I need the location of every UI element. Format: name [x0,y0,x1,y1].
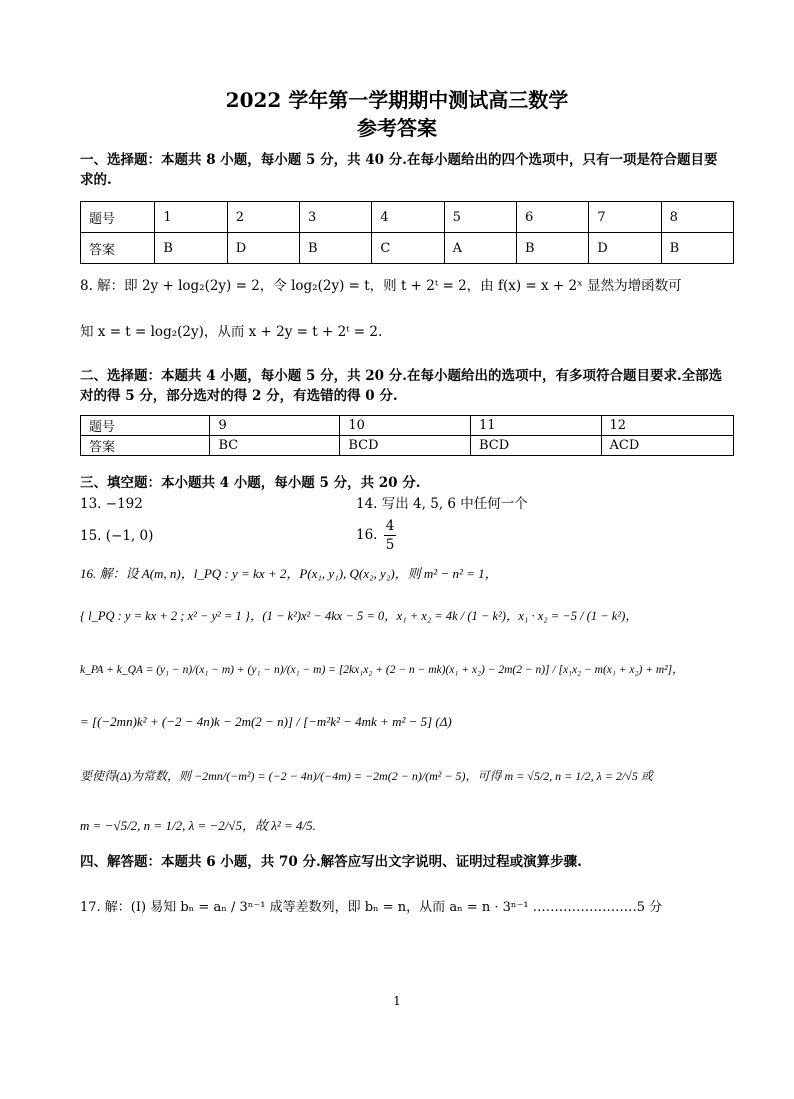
page-subtitle: 参考答案 [357,116,437,140]
table-cell: 5 [444,202,516,233]
q16-answer-label: 16. [356,527,378,543]
page-number: 1 [393,994,401,1008]
table-cell: 12 [601,416,733,436]
table-cell: 10 [340,416,471,436]
table-cell: D [589,233,661,264]
table-cell: B [661,233,733,264]
table-cell: BC [210,436,340,456]
table-cell: B [517,233,589,264]
q8-solution-line2: 知 x = t = log₂(2y)，从而 x + 2y = t + 2ᵗ = 2. [80,324,383,340]
table-cell: 6 [517,202,589,233]
table-cell: 4 [372,202,444,233]
q16-solution-line6: m = −√5/2, n = 1/2, λ = −2/√5，故 λ² = 4/5. [80,818,316,833]
q16-answer [356,516,398,554]
q16-answer-fraction [384,517,397,554]
table-cell: 8 [661,202,733,233]
answer-table-2 [80,415,734,456]
table-cell: 3 [300,202,372,233]
table-header-row [81,202,734,233]
q16-solution-line4: = [(−2mn)k² + (−2 − 4n)k − 2m(2 − n)] / [−m²k² − 4mk + m² − 5] (Δ) [80,714,452,729]
table-cell: 答案 [81,233,155,264]
answer-table-1 [80,201,734,264]
fraction-denominator: 5 [385,537,395,553]
q16-solution-line2: { l_PQ : y = kx + 2 ; x² − y² = 1 }，(1 − k²)x² − 4kx − 5 = 0，x₁ + x₂ = 4k / (1 − k²)，x₁ · x₂ = −5 / (1 − k²)， [80,609,638,623]
table-cell: BCD [340,436,471,456]
section2-heading: 二、选择题：本题共 4 小题，每小题 5 分，共 20 分.在每小题给出的选项中，有多项符合题目要求.全部选对的得 5 分，部分选对的得 2 分，有选错的得 0 分. [80,368,723,404]
q17-solution: 17. 解：(Ⅰ) 易知 bₙ = aₙ / 3ⁿ⁻¹ 成等差数列，即 bₙ = n，从而 aₙ = n · 3ⁿ⁻¹ ……………………5 分 [80,900,663,915]
table-cell: 7 [589,202,661,233]
q13-answer: 13. −192 [80,496,143,512]
table-cell: 答案 [81,436,210,456]
page-title: 2022 学年第一学期期中测试高三数学 [225,88,569,112]
section4-heading: 四、解答题：本题共 6 小题，共 70 分.解答应写出文字说明、证明过程或演算步骤. [80,854,582,870]
table-cell: B [155,233,227,264]
table-header-row [81,416,734,436]
table-cell: A [444,233,516,264]
table-row [81,436,734,456]
table-cell: C [372,233,444,264]
table-cell: 2 [227,202,299,233]
fraction-numerator: 4 [385,518,395,534]
table-cell: 1 [155,202,227,233]
q14-answer: 14. 写出 4, 5, 6 中任何一个 [356,496,528,512]
table-cell: 9 [210,416,340,436]
table-row [81,233,734,264]
table-cell: 题号 [81,202,155,233]
table-cell: 题号 [81,416,210,436]
section3-heading: 三、填空题：本小题共 4 小题，每小题 5 分，共 20 分. [80,475,421,491]
q15-answer: 15. (−1, 0) [80,528,154,544]
q16-solution-line5: 要使得(Δ)为常数，则 −2mn/(−m²) = (−2 − 4n)/(−4m) = −2m(2 − n)/(m² − 5)，可得 m = √5/2, n = 1/2, λ = 2/√5 或 [80,769,653,783]
q16-solution-line1: 16. 解：设 A(m, n)，l_PQ : y = kx + 2，P(x₁, y₁), Q(x₂, y₂)，则 m² − n² = 1， [80,566,498,581]
q8-solution-line1: 8. 解：即 2y + log₂(2y) = 2，令 log₂(2y) = t，则 t + 2ᵗ = 2，由 f(x) = x + 2ˣ 显然为增函数可 [80,278,682,294]
table-cell: 11 [470,416,601,436]
table-cell: ACD [601,436,733,456]
q16-solution-line3: k_PA + k_QA = (y₁ − n)/(x₁ − m) + (y₁ − n)/(x₁ − m) = [2kx₁x₂ + (2 − n − mk)(x₁ + x₂) − 2m(2 − n)] / [x₁x₂ − m(x₁ + x₂) + m²]， [80,664,684,676]
table-cell: B [300,233,372,264]
table-cell: BCD [470,436,601,456]
table-cell: D [227,233,299,264]
section1-heading: 一、选择题：本题共 8 小题，每小题 5 分，共 40 分.在每小题给出的四个选项中，只有一项是符合题目要求的. [80,152,718,188]
